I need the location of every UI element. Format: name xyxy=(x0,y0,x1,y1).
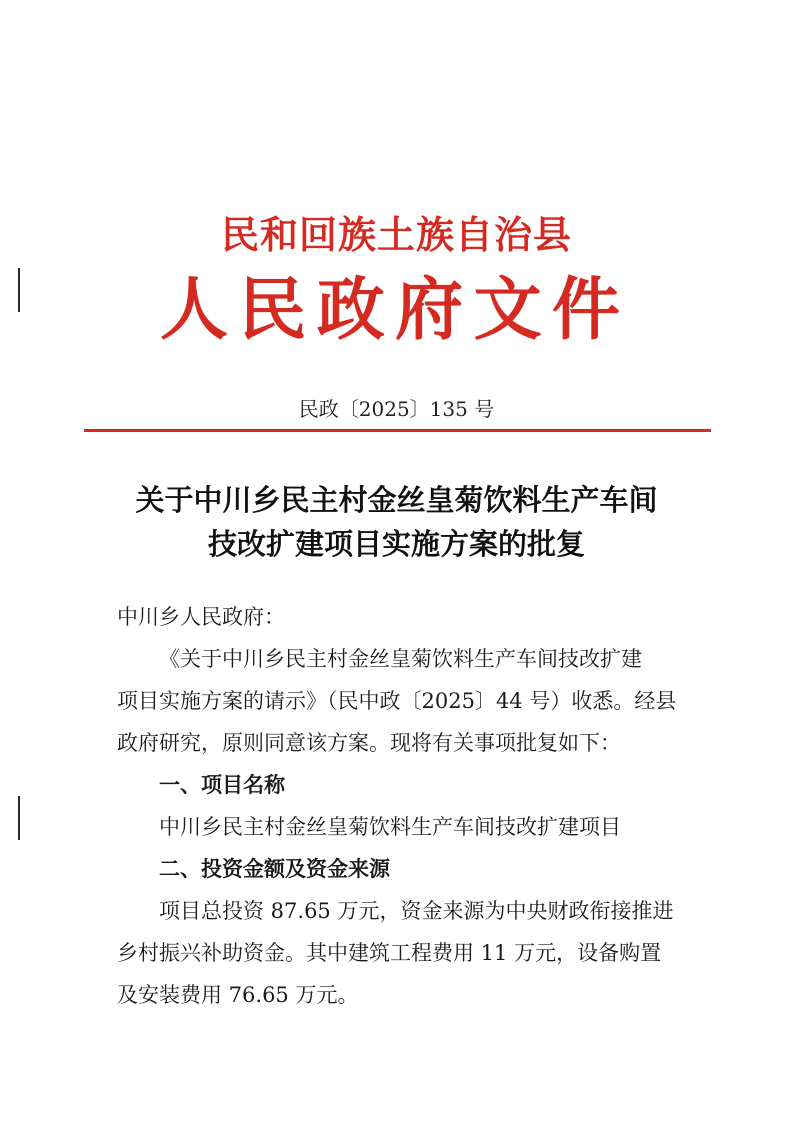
doc-type-char: 民 xyxy=(238,270,307,350)
document-title xyxy=(0,478,793,566)
title-line-1: 关于中川乡民主村金丝皇菊饮料生产车间 xyxy=(135,483,658,517)
investment-paragraph-line: 项目总投资 87.65 万元，资金来源为中央财政衔接推进 xyxy=(159,899,674,923)
salutation: 中川乡人民政府： xyxy=(117,605,285,629)
doc-type-char: 政 xyxy=(316,270,385,350)
section-heading-investment: 二、投资金额及资金来源 xyxy=(159,856,390,881)
doc-type-char: 件 xyxy=(551,270,620,350)
intro-paragraph-line: 《关于中川乡民主村金丝皇菊饮料生产车间技改扩建 xyxy=(159,647,642,671)
investment-paragraph-line: 及安装费用 76.65 万元。 xyxy=(117,983,359,1007)
doc-type-char: 府 xyxy=(395,270,464,350)
doc-type-char: 文 xyxy=(473,270,542,350)
red-separator-line xyxy=(84,429,711,432)
binding-mark-bottom xyxy=(18,796,20,840)
investment-paragraph-line: 乡村振兴补助资金。其中建筑工程费用 11 万元，设备购置 xyxy=(117,941,662,965)
issuer-organization: 民和回族土族自治县 xyxy=(220,212,572,257)
section-content-project-name: 中川乡民主村金丝皇菊饮料生产车间技改扩建项目 xyxy=(159,815,621,839)
binding-mark-top xyxy=(18,268,20,312)
section-heading-project-name: 一、项目名称 xyxy=(159,772,285,797)
document-type-heading xyxy=(160,270,620,350)
intro-paragraph-line: 政府研究，原则同意该方案。现将有关事项批复如下： xyxy=(117,731,621,755)
document-number: 民政〔2025〕135 号 xyxy=(298,397,495,421)
title-line-2: 技改扩建项目实施方案的批复 xyxy=(207,527,585,561)
intro-paragraph-line: 项目实施方案的请示》（民中政〔2025〕44 号）收悉。经县 xyxy=(117,689,677,713)
doc-type-char: 人 xyxy=(160,270,229,350)
document-body xyxy=(117,596,677,1016)
